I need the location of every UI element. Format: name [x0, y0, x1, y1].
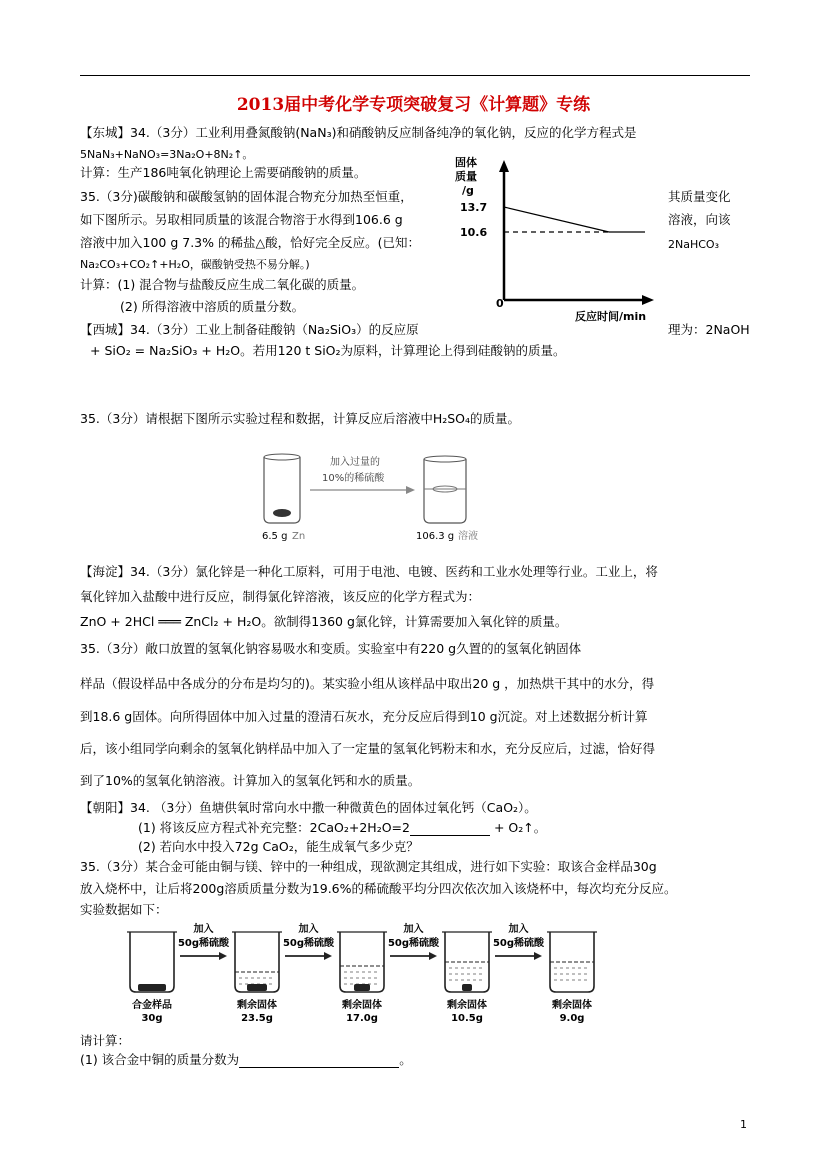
- text-line: 计算：(1) 混合物与盐酸反应生成二氧化碳的质量。: [80, 277, 365, 292]
- graph-ylabel: 质量: [455, 170, 477, 183]
- solution-mass-label: 106.3 g: [416, 531, 455, 542]
- beaker-name-label: 剩余固体: [552, 1000, 592, 1011]
- text-line: 到了10%的氢氧化钠溶液。计算加入的氢氧化钙和水的质量。: [80, 773, 421, 788]
- text-segment: (1) 将该反应方程式补充完整：2CaO₂+2H₂O=2: [138, 820, 410, 835]
- arrow-label-top: 加入过量的: [330, 457, 380, 468]
- arrow-label: 加入: [403, 924, 424, 935]
- arrow-label-bottom: 10%的稀硫酸: [322, 473, 385, 484]
- text-line: 【西城】34.（3分）工业上制备硅酸钠（Na₂SiO₃）的反应原: [80, 322, 419, 337]
- graph-xlabel: 反应时间/min: [575, 310, 647, 323]
- arrow-label: 50g稀硫酸: [282, 938, 335, 949]
- text-line: 放入烧杯中，让后将200g溶质质量分数为19.6%的稀硫酸平均分四次依次加入该烧杯中，每次均充分反应。: [80, 881, 677, 896]
- add-acid-arrow: [283, 922, 335, 960]
- text-line: Na₂CO₃+CO₂↑+H₂O，碳酸钠受热不易分解。): [80, 258, 310, 271]
- text-line: 35.（3分）请根据下图所示实验过程和数据，计算反应后溶液中H₂SO₄的质量。: [80, 411, 521, 426]
- text-line: ZnO + 2HCl ═══ ZnCl₂ + H₂O。欲制得1360 g氯化锌，计算需要加入氧化锌的质量。: [80, 614, 568, 629]
- zn-experiment-figure: [250, 445, 490, 545]
- beaker-mass-label: 9.0g: [559, 1013, 585, 1024]
- add-acid-arrow: [388, 922, 440, 960]
- text-line: 【朝阳】34. （3分）鱼塘供氧时常向水中撒一种微黄色的固体过氧化钙（CaO₂）。: [80, 800, 537, 815]
- beaker-mass-label: 23.5g: [241, 1013, 273, 1024]
- text-line: [138, 819, 546, 836]
- graph-yunit: /g: [462, 184, 474, 197]
- add-acid-arrow: [178, 922, 230, 960]
- beaker-mass-label: 10.5g: [451, 1013, 483, 1024]
- text-segment: 。: [399, 1052, 412, 1067]
- beaker-name-label: 剩余固体: [237, 1000, 277, 1011]
- graph-origin: 0: [496, 297, 504, 310]
- arrow-label: 50g稀硫酸: [387, 938, 440, 949]
- text-line: 如下图所示。另取相同质量的该混合物溶于水得到106.6 g: [80, 212, 403, 227]
- beaker-mass-label: 30g: [141, 1013, 163, 1024]
- mass-time-graph: [440, 150, 665, 325]
- equation-line: 5NaN₃+NaNO₃=3Na₂O+8N₂↑。: [80, 148, 254, 161]
- beaker-name-label: 剩余固体: [447, 1000, 487, 1011]
- text-line: (2) 若向水中投入72g CaO₂，能生成氧气多少克？: [138, 839, 419, 854]
- text-line: 样品（假设样品中各成分的分布是均匀的)。某实验小组从该样品中取出20 g ，加热烘干其中的水分，得: [80, 676, 655, 691]
- text-line: 【东城】34.（3分）工业利用叠氮酸钠(NaN₃)和硝酸钠反应制备纯净的氧化钠，反应的化学方程式是: [80, 125, 637, 140]
- text-line: 2NaHCO₃: [668, 238, 719, 251]
- add-acid-arrow: [493, 922, 545, 960]
- alloy-beaker: [442, 932, 492, 1024]
- answer-blank[interactable]: [239, 1054, 399, 1068]
- text-segment: (1) 该合金中铜的质量分数为: [80, 1052, 240, 1067]
- arrow-label: 加入: [508, 924, 529, 935]
- zn-name-label: Zn: [292, 531, 306, 542]
- text-line: 35.（3分）敞口放置的氢氧化钠容易吸水和变质。实验室中有220 g久置的的氢氧化钠固体: [80, 641, 582, 656]
- text-line: 其质量变化: [668, 189, 731, 204]
- alloy-beaker: [337, 932, 387, 1024]
- page-title: 2013届中考化学专项突破复习《计算题》专练: [236, 95, 591, 115]
- text-line: 35.（3分）某合金可能由铜与镁、锌中的一种组成，现欲测定其组成，进行如下实验：取该合金样品30g: [80, 859, 657, 874]
- text-line: 计算：生产186吨氧化钠理论上需要硝酸钠的质量。: [80, 165, 367, 180]
- text-line: + SiO₂ = Na₂SiO₃ + H₂O。若用120 t SiO₂为原料，计算理论上得到硅酸钠的质量。: [90, 343, 566, 358]
- arrow-label: 加入: [193, 924, 214, 935]
- answer-blank[interactable]: [410, 822, 490, 836]
- graph-tick-low: 10.6: [460, 226, 488, 239]
- arrow-label: 50g稀硫酸: [492, 938, 545, 949]
- alloy-beaker: [232, 932, 282, 1024]
- alloy-experiment-figure: [100, 918, 740, 1028]
- text-line: 到18.6 g固体。向所得固体中加入过量的澄清石灰水，充分反应后得到10 g沉淀。对上述数据分析计算: [80, 709, 648, 724]
- text-line: 实验数据如下：: [80, 902, 168, 917]
- text-line: 后，该小组同学向剩余的氢氧化钠样品中加入了一定量的氢氧化钙粉末和水，充分反应后，过滤，恰好得: [80, 741, 656, 756]
- solution-name-label: 溶液: [458, 531, 478, 542]
- header-rule: [80, 75, 750, 76]
- text-line: 溶液，向该: [668, 212, 731, 227]
- graph-tick-high: 13.7: [460, 201, 488, 214]
- beaker-name-label: 剩余固体: [342, 1000, 382, 1011]
- graph-ylabel: 固体: [455, 156, 477, 169]
- text-line: (2) 所得溶液中溶质的质量分数。: [120, 299, 305, 314]
- page-number: 1: [740, 1118, 747, 1131]
- text-line: 【海淀】34.（3分）氯化锌是一种化工原料，可用于电池、电镀、医药和工业水处理等行业。工业上，将: [80, 564, 658, 579]
- text-segment: + O₂↑。: [493, 820, 547, 835]
- text-line: [80, 1051, 412, 1068]
- arrow-label: 50g稀硫酸: [177, 938, 230, 949]
- beaker-name-label: 合金样品: [132, 1000, 172, 1011]
- text-line: 氧化锌加入盐酸中进行反应，制得氯化锌溶液，该反应的化学方程式为：: [80, 589, 481, 604]
- beaker-mass-label: 17.0g: [346, 1013, 378, 1024]
- text-line: 请计算：: [80, 1033, 131, 1048]
- text-line: 35.（3分)碳酸钠和碳酸氢钠的固体混合物充分加热至恒重，: [80, 189, 413, 204]
- arrow-label: 加入: [298, 924, 319, 935]
- alloy-beaker: [547, 932, 597, 1024]
- text-line: 理为：2NaOH: [668, 322, 750, 337]
- zn-mass-label: 6.5 g: [262, 531, 288, 542]
- alloy-beaker: [127, 932, 177, 1024]
- text-line: 溶液中加入100 g 7.3% 的稀盐△酸，恰好完全反应。(已知：: [80, 235, 420, 250]
